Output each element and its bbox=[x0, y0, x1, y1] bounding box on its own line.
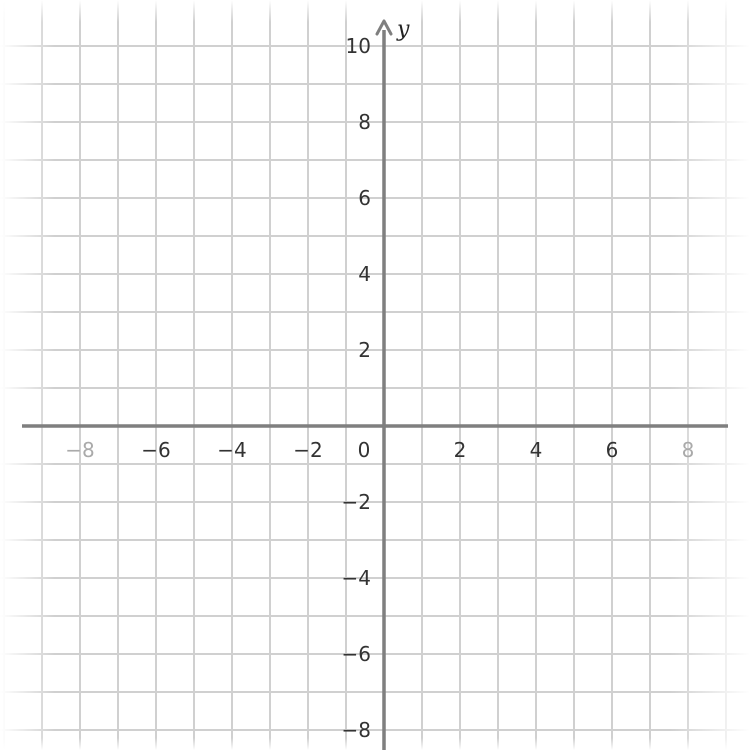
x-tick-label: −8 bbox=[65, 438, 95, 462]
y-tick-label: 2 bbox=[358, 338, 371, 362]
x-tick-label: 6 bbox=[605, 438, 619, 462]
fade-left bbox=[0, 0, 55, 750]
fade-bottom bbox=[0, 738, 750, 750]
axes bbox=[22, 21, 728, 750]
y-tick-label: 10 bbox=[345, 34, 371, 58]
origin-label: 0 bbox=[357, 438, 371, 462]
y-tick-label: 6 bbox=[358, 186, 371, 210]
y-tick-label: −2 bbox=[341, 490, 371, 514]
x-tick-label: −4 bbox=[217, 438, 247, 462]
x-tick-label: 2 bbox=[453, 438, 467, 462]
x-tick-label: −6 bbox=[141, 438, 171, 462]
y-tick-label: 4 bbox=[358, 262, 371, 286]
tick-labels bbox=[65, 17, 694, 742]
y-tick-label: −4 bbox=[341, 566, 371, 590]
y-tick-label: −6 bbox=[341, 642, 371, 666]
y-tick-label: −8 bbox=[341, 718, 371, 742]
x-tick-label: 4 bbox=[529, 438, 543, 462]
y-axis-title: y bbox=[397, 17, 410, 42]
x-tick-label: −2 bbox=[293, 438, 323, 462]
fade-right bbox=[670, 0, 750, 750]
fade-top bbox=[0, 0, 750, 22]
x-tick-label: 8 bbox=[681, 438, 695, 462]
y-tick-label: 8 bbox=[358, 110, 371, 134]
